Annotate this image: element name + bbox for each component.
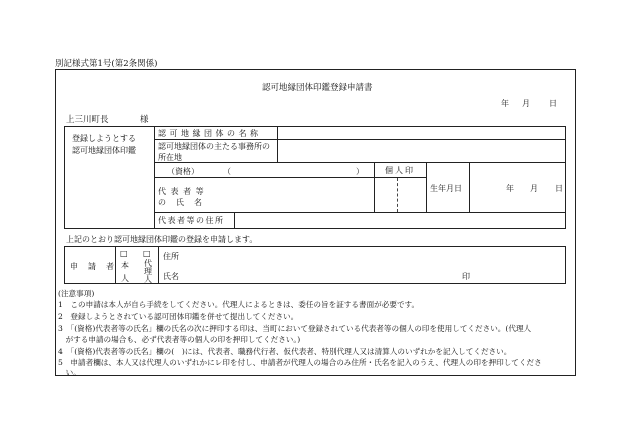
- note-item: 3 「(資格)代表者等の氏名」欄の氏名の次に押印する印は、当町において登録されている代表者等の個人の印を使用してください。(代理人: [58, 324, 532, 333]
- office-label-line2: 所在地: [158, 153, 182, 162]
- rep-name-label-line2: の 氏 名: [158, 198, 203, 207]
- table-bottom-border: [155, 228, 566, 229]
- note-item: がする申請の場合も、必ず代表者等の個人の印を押印してください。): [58, 335, 301, 344]
- rep-name-label-line1: 代 表 者 等: [158, 187, 205, 196]
- seal-dashed-divider: [397, 178, 398, 212]
- applicant-divider: [158, 246, 159, 284]
- form-number-label: 別記様式第1号(第2条関係): [55, 59, 158, 69]
- notes-heading: (注意事項): [58, 289, 95, 298]
- note-item: 5 申請者欄は、本人又は代理人のいずれかにレ印を付し、申請者が代理人の場合のみ住所・氏名を記入のうえ、代理人の印を押印してくださ: [58, 358, 542, 367]
- birth-value-left-border: [469, 162, 470, 213]
- date-month-label: 月: [522, 99, 530, 108]
- note-item: 4 「(資格)代表者等の氏名」欄の( )には、代表者、職務代行者、仮代表者、特別代理人又は清算人のいずれかを記入してください。: [58, 347, 512, 356]
- birth-date-label: 生年月日: [430, 184, 462, 193]
- label-column-divider: [277, 126, 278, 163]
- applicant-divider: [115, 246, 116, 284]
- applicant-name-label: 氏名: [163, 272, 179, 281]
- rep-address-label: 代表者等の住所: [158, 216, 225, 225]
- org-name-label: 認可地縁団体の名称: [158, 129, 262, 138]
- note-item: い。: [58, 368, 81, 377]
- seal-header-divider: [374, 177, 427, 178]
- application-statement: 上記のとおり認可地縁団体印鑑の登録を申請します。: [66, 235, 258, 244]
- label-column-divider: [234, 212, 235, 228]
- table-right-border: [565, 126, 566, 229]
- birth-month-label: 月: [530, 184, 538, 193]
- table-row-divider: [155, 212, 566, 213]
- qualification-paren-open: （: [223, 167, 231, 176]
- office-label-line1: 認可地縁団体の主たる事務所の: [158, 142, 270, 151]
- applicant-seal-mark: 印: [462, 272, 470, 281]
- registering-label-line2: 認可地縁団体印鑑: [72, 146, 136, 155]
- addressee-honorific: 様: [140, 115, 149, 125]
- personal-seal-label: 個人印: [385, 166, 415, 175]
- date-year-label: 年: [501, 99, 509, 108]
- applicant-address-label: 住所: [163, 252, 179, 261]
- agent-checkbox[interactable]: □: [143, 249, 151, 258]
- registering-label-line1: 登録しようとする: [72, 134, 136, 143]
- form-title: 認可地縁団体印鑑登録申請書: [262, 83, 373, 93]
- table-row-divider: [155, 162, 566, 163]
- self-checkbox[interactable]: □: [120, 249, 128, 258]
- table-top-border: [155, 126, 566, 127]
- agent-label-char3: 人: [144, 275, 152, 284]
- date-day-label: 日: [549, 99, 557, 108]
- qualification-divider: [155, 177, 374, 178]
- qualification-paren-close: ）: [356, 167, 364, 176]
- birth-year-label: 年: [506, 184, 514, 193]
- addressee-name: 上三川町長: [66, 115, 109, 125]
- birth-day-label: 日: [555, 184, 563, 193]
- applicant-label: 申 請 者: [70, 262, 115, 271]
- self-label-char2: 人: [121, 274, 129, 283]
- qualification-label: （資格）: [167, 167, 199, 176]
- agent-label-char1: 代: [144, 259, 152, 268]
- self-label-char1: 本: [121, 261, 129, 270]
- note-item: 2 登録しようとされている認可団体印鑑を併せて提出してください。: [58, 312, 299, 321]
- table-row-divider: [155, 139, 566, 140]
- birth-column-left-border: [426, 162, 427, 213]
- applicant-box: [64, 246, 566, 284]
- note-item: 1 この申請は本人が自ら手続をしてください。代理人によるときは、委任の旨を証する書面が必要です。: [58, 300, 420, 309]
- agent-label-char2: 理: [144, 267, 152, 276]
- seal-column-left-border: [374, 162, 375, 213]
